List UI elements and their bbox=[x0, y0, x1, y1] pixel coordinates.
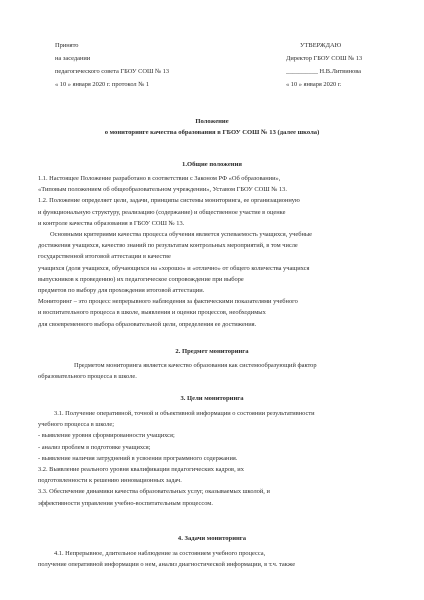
text-line: предметов по выбору для прохождения итоговой аттестации. bbox=[38, 287, 205, 295]
text-line: эффективности управления учебно-воспитательным процессом. bbox=[38, 499, 213, 507]
text-line: - анализ проблем в подготовке учащихся; bbox=[38, 443, 151, 451]
text-line: - выявление наличия затруднений в усвоении программного содержания. bbox=[38, 454, 238, 462]
approval-note-line2: на заседании bbox=[55, 55, 91, 62]
text-line: Основными критериями качества процесса обучения является успеваемость учащихся, учебные bbox=[50, 231, 312, 239]
approval-note-line1: Принято bbox=[55, 42, 79, 49]
text-line: выпускников к проведению) их педагогическое сопровождение при выборе bbox=[38, 275, 244, 283]
text-line: достижения учащихся, качество знаний по результатам контрольных мероприятий, в том числе bbox=[38, 242, 298, 250]
text-line: 3.3. Обеспечение динамики качества образовательных услуг, оказываемых школой, и bbox=[38, 488, 270, 496]
text-line: 3.1. Получение оперативной, точной и объективной информации о состоянии результативности bbox=[54, 410, 315, 417]
section2-heading: 2. Предмет мониторинга bbox=[175, 348, 249, 355]
section3-heading: 3. Цели мониторинга bbox=[180, 395, 244, 402]
text-line: Предметом мониторинга является качество образования как системообразующий фактор bbox=[74, 362, 317, 369]
text-line: Мониторинг – это процесс непрерывного наблюдения за фактическими показателями учебного bbox=[38, 298, 298, 306]
section4-body bbox=[38, 548, 390, 570]
text-line: 1.2. Положение определяет цели, задачи, принципы системы мониторинга, ее организационную bbox=[38, 197, 300, 205]
approval-note-line4: « 10 » января 2020 г. протокол № 1 bbox=[55, 81, 150, 88]
text-line: - выявление уровня сформированности учащихся; bbox=[38, 432, 175, 440]
text-line: и воспитательного процесса в школе, выявления и оценки процессов, необходимых bbox=[38, 309, 266, 317]
section2-body bbox=[38, 360, 390, 382]
approved-label: УТВЕРЖДАЮ bbox=[300, 42, 342, 49]
text-line: для своевременного выбора образовательной цели, определения ее достижения. bbox=[38, 320, 257, 328]
text-line: «Типовым положением об общеобразовательном учреждении», Уставом ГБОУ СОШ № 13. bbox=[38, 186, 287, 194]
section1-body bbox=[38, 173, 390, 330]
section3-body bbox=[38, 408, 390, 509]
text-line: 4.1. Непрерывное, длительное наблюдение за состоянием учебного процесса, bbox=[54, 550, 266, 557]
text-line: 3.2. Выявление реального уровня квалификации педагогических кадров, их bbox=[38, 466, 244, 474]
director-title: Директор ГБОУ СОШ № 13 bbox=[286, 55, 363, 62]
text-line: получение оперативной информации о нем, анализ диагностической информации, в т.ч. также bbox=[38, 561, 296, 569]
text-line: учебного процесса в школе; bbox=[38, 421, 115, 429]
text-line: и контроле качества образования в ГБОУ СОШ № 13. bbox=[38, 219, 185, 227]
text-line: государственной итоговой аттестации в качестве bbox=[38, 253, 171, 261]
document-title: Положение bbox=[195, 118, 229, 125]
text-line: образовательного процесса в школе. bbox=[38, 373, 137, 381]
document-subtitle: о мониторинге качества образования в ГБОУ СОШ № 13 (далее школа) bbox=[104, 129, 320, 136]
text-line: и функциональную структуру, реализацию (содержание) и общественное участие в оценке bbox=[38, 208, 286, 216]
text-line: учащихся (доля учащихся, обучающихся на «хорошо» и «отлично» от общего количества учащихся bbox=[38, 264, 310, 272]
approval-date: « 10 » января 2020 г. bbox=[286, 81, 342, 88]
section4-heading: 4. Задачи мониторинга bbox=[177, 535, 247, 542]
text-line: 1.1. Настоящее Положение разработано в соответствии с Законом РФ «Об образовании», bbox=[38, 175, 281, 182]
section1-heading: 1.Общие положения bbox=[182, 161, 242, 168]
text-line: подготовленности к решению инновационных задач. bbox=[38, 477, 182, 485]
approval-note-line3: педагогического совета ГБОУ СОШ № 13 bbox=[55, 68, 170, 75]
director-signature-line: __________ Н.В.Литвинова bbox=[286, 68, 361, 75]
